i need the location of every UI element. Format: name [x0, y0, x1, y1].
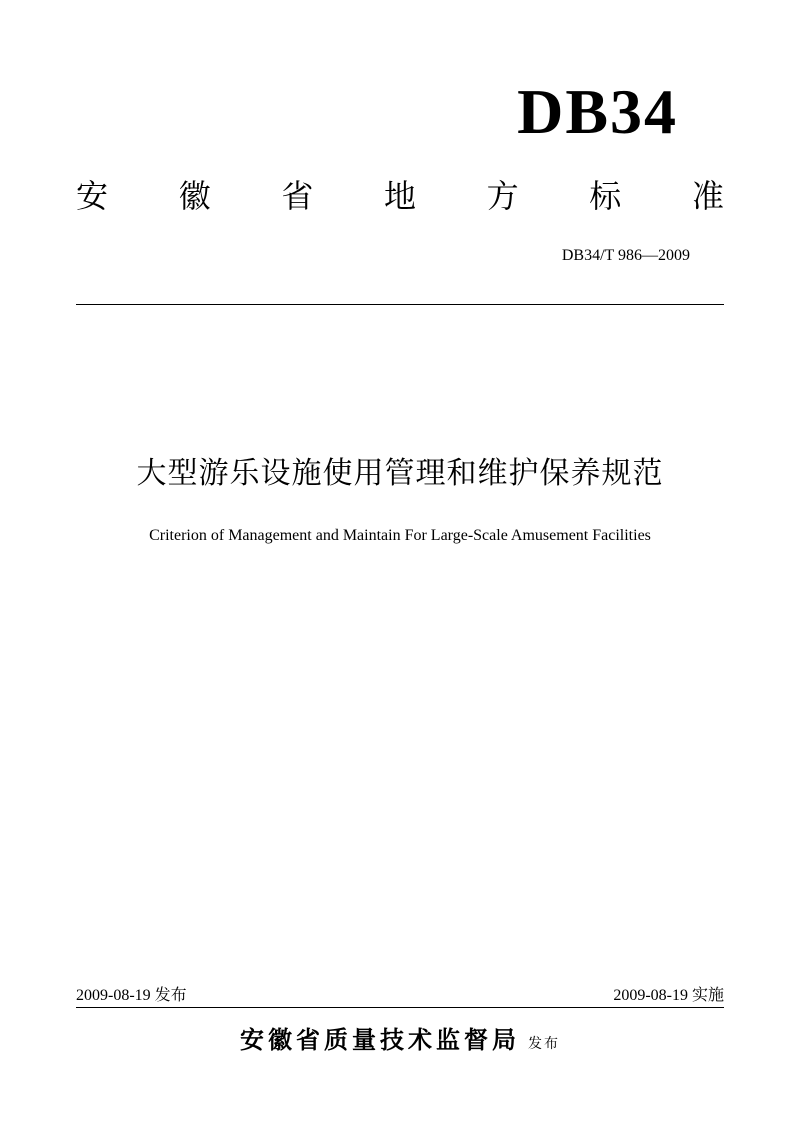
issuer-suffix: 发布 [528, 1036, 560, 1052]
standard-type-char: 地 [383, 177, 416, 215]
footer-divider [76, 1007, 724, 1008]
standard-type-char: 安 [76, 177, 109, 215]
standard-type-char: 方 [486, 177, 519, 215]
issue-date: 2009-08-19 发布 [76, 987, 187, 1004]
standard-code-logo: DB34 [517, 76, 678, 147]
standard-type-title [76, 176, 724, 216]
standard-type-char: 准 [691, 177, 724, 215]
document-title: 大型游乐设施使用管理和维护保养规范 [136, 456, 664, 491]
implementation-date: 2009-08-19 实施 [613, 987, 724, 1004]
issuer [0, 1024, 800, 1056]
standard-type-char: 徽 [178, 177, 211, 215]
standard-type-char: 标 [589, 177, 622, 215]
document-english-title: Criterion of Management and Maintain For Large-Scale Amusement Facilities [149, 527, 651, 544]
standard-type-char: 省 [281, 177, 314, 215]
standard-number: DB34/T 986—2009 [561, 247, 690, 264]
header-divider [76, 304, 724, 305]
issuer-name: 安徽省质量技术监督局 [240, 1026, 520, 1054]
